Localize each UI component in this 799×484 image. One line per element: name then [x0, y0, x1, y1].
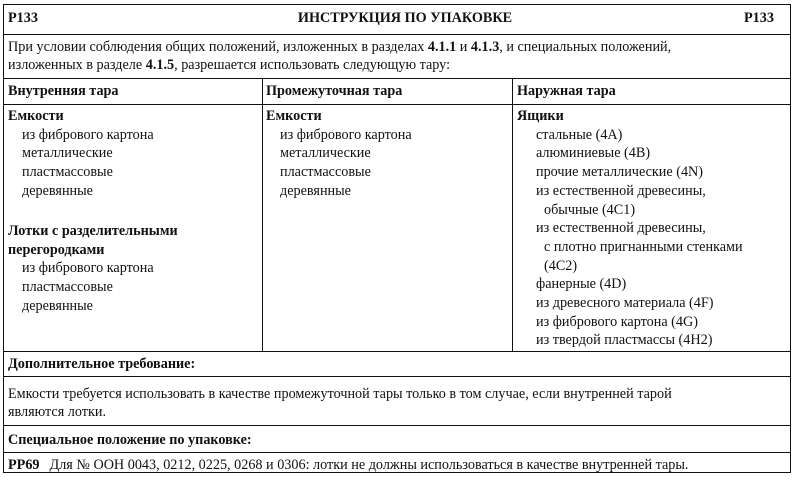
- divider-special-heading: [4, 452, 790, 453]
- intro-line-1: При условии соблюдения общих положений, изложенных в разделах 4.1.1 и 4.1.3, и специальных положений,: [8, 39, 672, 55]
- list-item: фанерные (4D): [536, 276, 627, 293]
- inner-group1-title: Емкости: [8, 108, 64, 124]
- list-item: деревянные: [22, 182, 93, 199]
- divider-col1: [262, 78, 263, 351]
- additional-requirement-line1: Емкости требуется использовать в качестве промежуточной тары только в том случае, если внутренней тарой: [8, 386, 672, 402]
- list-item: металлические: [280, 145, 371, 162]
- list-item: пластмассовые: [280, 164, 371, 181]
- inner-group2-title-line1: Лотки с разделительными: [8, 223, 178, 239]
- list-item: деревянные: [22, 297, 93, 314]
- divider-header: [4, 34, 790, 35]
- page-title: ИНСТРУКЦИЯ ПО УПАКОВКЕ: [297, 10, 513, 26]
- intermediate-group1-title: Емкости: [266, 108, 322, 124]
- additional-requirement-heading: Дополнительное требование:: [8, 356, 196, 372]
- list-item: стальные (4A): [536, 126, 623, 143]
- list-item: из твердой пластмассы (4H2): [536, 332, 713, 349]
- divider-column-headings: [4, 104, 790, 105]
- special-provision-heading: Специальное положение по упаковке:: [8, 432, 252, 448]
- divider-additional-heading: [4, 376, 790, 377]
- list-item: из фибрового картона (4G): [536, 313, 698, 330]
- list-item: пластмассовые: [22, 164, 113, 181]
- list-item: алюминиевые (4B): [536, 145, 651, 162]
- list-item: обычные (4C1): [544, 201, 636, 218]
- list-item: из фибрового картона: [280, 126, 412, 143]
- divider-additional-text: [4, 425, 790, 426]
- list-item: из фибрового картона: [22, 126, 154, 143]
- inner-group2-title-line2: перегородками: [8, 241, 105, 258]
- column-heading-inner: Внутренняя тара: [8, 83, 119, 99]
- divider-intro: [4, 78, 790, 79]
- special-provision-line: [8, 456, 688, 474]
- list-item: из естественной древесины,: [536, 182, 706, 199]
- list-item: металлические: [22, 145, 113, 162]
- list-item: с плотно пригнанными стенками: [544, 238, 743, 255]
- additional-requirement-line2: являются лотки.: [8, 404, 107, 420]
- list-item: (4C2): [544, 257, 578, 274]
- list-item: из естественной древесины,: [536, 220, 706, 237]
- list-item: из фибрового картона: [22, 260, 154, 277]
- special-provision-code: PP69: [8, 457, 40, 473]
- intro-line-2: изложенных в разделе 4.1.5, разрешается использовать следующую тару:: [8, 57, 451, 73]
- list-item: прочие металлические (4N): [536, 164, 704, 181]
- column-heading-intermediate: Промежуточная тара: [266, 83, 403, 99]
- header-code-right: P133: [744, 10, 774, 26]
- column-heading-outer: Наружная тара: [517, 83, 616, 99]
- special-provision-text: Для № ООН 0043, 0212, 0225, 0268 и 0306: лотки не должны использоваться в качестве внутренней тары.: [49, 457, 689, 473]
- divider-columns-bottom: [4, 351, 790, 352]
- list-item: из древесного материала (4F): [536, 295, 714, 311]
- outer-group1-title: Ящики: [517, 108, 564, 124]
- list-item: пластмассовые: [22, 279, 113, 296]
- header-code-left: P133: [8, 10, 38, 26]
- list-item: деревянные: [280, 182, 351, 199]
- divider-col2: [512, 78, 513, 351]
